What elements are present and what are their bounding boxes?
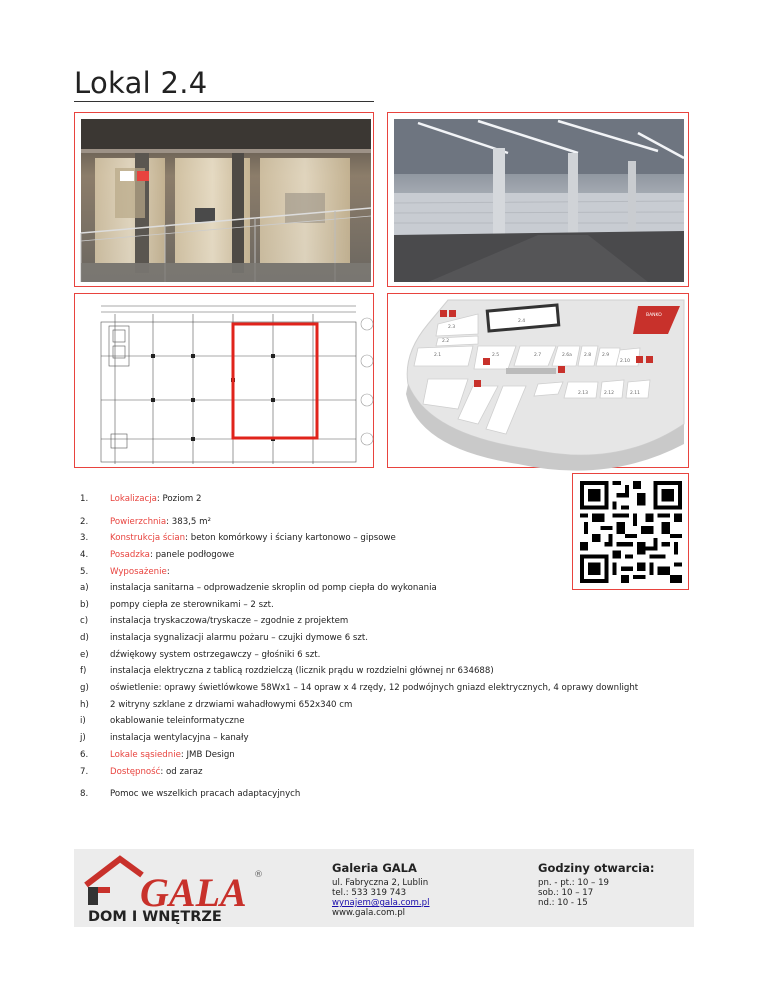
spec-value: : od zaraz [160,767,203,777]
spec-number: a) [80,583,89,593]
spec-value: : [166,567,170,577]
spec-value: : beton komórkowy i ściany kartonowo – gipsowe [185,533,396,543]
spec-value: instalacja sygnalizacji alarmu pożaru – czujki dymowe 6 szt. [110,633,368,643]
spec-text [110,700,352,710]
opening-hours [538,862,654,908]
spec-value: : 383,5 m² [166,517,211,527]
level-map-unit-2-8: 2.8 [584,353,592,358]
hours-saturday: sob.: 10 – 17 [538,888,594,898]
gallery-email-link[interactable]: wynajem@gala.com.pl [332,898,430,908]
level-map-unit-2-9: 2.9 [602,353,610,358]
spec-text [110,750,235,760]
spec-label: Lokale sąsiednie [110,750,181,760]
hours-weekday: pn. - pt.: 10 – 19 [538,878,610,888]
spec-text [110,767,203,777]
spec-text [110,550,234,560]
spec-number: e) [80,650,89,660]
spec-number: 5. [80,567,89,577]
gala-logo [82,857,262,923]
spec-number: 1. [80,494,89,504]
spec-label: Wyposażenie [110,567,167,577]
spec-text [110,583,437,593]
spec-label: Dostępność [110,767,161,777]
storefront-photo [74,112,374,287]
spec-value: instalacja elektryczna z tablicą rozdzielczą (licznik prądu w rozdzielni głównej nr 634688) [110,666,494,676]
spec-value: : Poziom 2 [156,494,202,504]
level-map-unit-2-12: 2.12 [604,391,615,396]
spec-text [110,533,396,543]
footer [74,849,694,927]
spec-value: dźwiękowy system ostrzegawczy – głośniki 6 szt. [110,650,321,660]
level-map-unit-2-4: 2.4 [518,319,526,324]
spec-number: 6. [80,750,89,760]
spec-text [110,683,638,693]
spec-value: : panele podłogowe [149,550,235,560]
gallery-website[interactable]: www.gala.com.pl [332,908,406,918]
level-map-unit-2-7: 2.7 [534,353,542,358]
spec-number: 4. [80,550,89,560]
level-map-unit-2-6a: 2.6a [562,353,572,358]
spec-number: i) [80,716,86,726]
spec-text [110,733,249,743]
spec-number: d) [80,633,89,643]
qr-code [572,473,689,590]
spec-number: 3. [80,533,89,543]
hours-sunday: nd.: 10 - 15 [538,898,588,908]
spec-value: oświetlenie: oprawy świetlówkowe 58Wx1 – 14 opraw x 4 rzędy, 12 podwójnych gniazd elektrycznych, 4 oprawy downlight [110,683,639,693]
floor-plan [74,293,374,468]
level-map-unit-2-1: 2.1 [434,353,442,358]
spec-text [110,633,368,643]
interior-photo [387,112,689,287]
spec-value: : JMB Design [180,750,235,760]
gallery-phone: tel.: 533 319 743 [332,888,407,898]
spec-number: j) [80,733,86,743]
page-title: Lokal 2.4 [74,66,208,100]
spec-text [110,650,320,660]
logo-registered-mark: ® [254,870,263,880]
gallery-heading: Galeria GALA [332,861,417,875]
title-underline [74,101,374,102]
spec-value: instalacja wentylacyjna – kanały [110,733,249,743]
spec-text [110,494,201,504]
spec-number: b) [80,600,89,610]
spec-number: g) [80,683,89,693]
level-map-unit-2-2: 2.2 [442,339,450,344]
spec-text [110,567,170,577]
spec-value: okablowanie teleinformatyczne [110,716,245,726]
gallery-address: ul. Fabryczna 2, Lublin [332,878,429,888]
level-map [387,293,689,468]
level-map-unit-2-5: 2.5 [492,353,500,358]
spec-number: c) [80,616,89,626]
spec-label: Lokalizacja [110,494,157,504]
hours-heading: Godziny otwarcia: [538,861,655,875]
spec-number: 7. [80,767,89,777]
spec-text [110,789,300,799]
level-map-unit-2-11: 2.11 [630,391,641,396]
spec-value: 2 witryny szklane z drzwiami wahadłowymi 652x340 cm [110,700,353,710]
spec-text [110,600,274,610]
level-map-bank-label: BANKO [646,313,662,318]
spec-label: Powierzchnia [110,517,167,527]
spec-value: instalacja sanitarna – odprowadzenie skroplin od pomp ciepła do wykonania [110,583,437,593]
level-map-unit-2-13: 2.13 [578,391,589,396]
spec-label: Konstrukcja ścian [110,533,186,543]
spec-value: instalacja tryskaczowa/tryskacze – zgodnie z projektem [110,616,349,626]
level-map-unit-2-3: 2.3 [448,325,456,330]
spec-number: 8. [80,789,89,799]
logo-wordmark: GALA [140,870,247,915]
logo-subtitle: DOM I WNĘTRZE [88,909,222,925]
spec-label: Posadzka [110,550,150,560]
level-map-unit-2-10: 2.10 [620,359,631,364]
spec-text [110,616,348,626]
spec-value: Pomoc we wszelkich pracach adaptacyjnych [110,789,301,799]
spec-text [110,666,494,676]
gallery-contact [332,862,430,918]
spec-number: 2. [80,517,89,527]
spec-number: h) [80,700,89,710]
spec-text [110,716,245,726]
spec-number: f) [80,666,87,676]
spec-value: pompy ciepła ze sterownikami – 2 szt. [110,600,274,610]
spec-text [110,517,211,527]
